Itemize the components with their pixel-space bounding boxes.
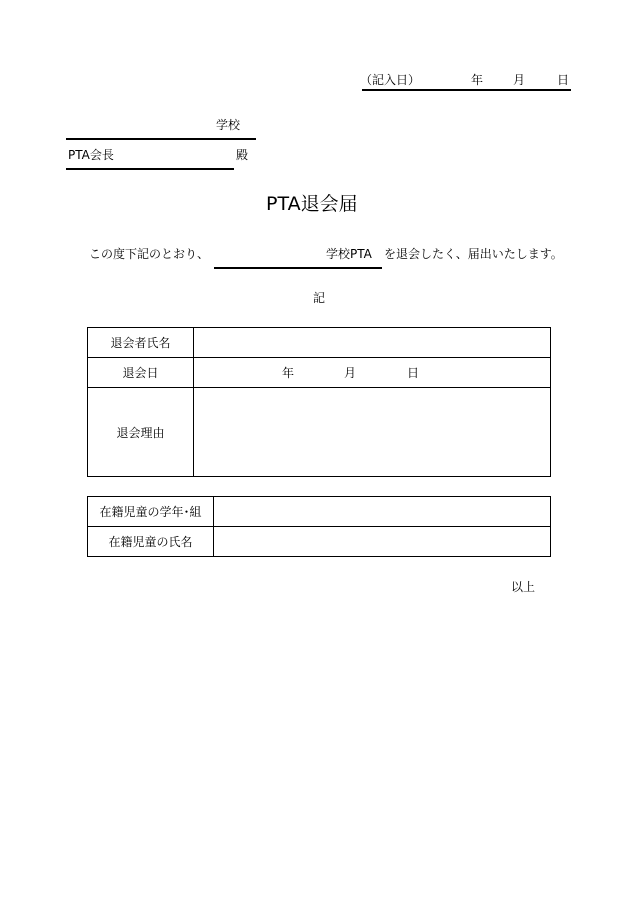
child-name-row xyxy=(88,527,551,557)
entry-date-label: （記入日） xyxy=(360,73,421,87)
statement-school-line xyxy=(214,267,382,269)
school-suffix: 学校 xyxy=(216,118,241,132)
child-name-field[interactable] xyxy=(214,527,551,557)
withdraw-date-day: 日 xyxy=(407,366,420,380)
withdraw-date-month: 月 xyxy=(344,366,357,380)
member-table xyxy=(87,327,551,477)
withdraw-reason-label: 退会理由 xyxy=(88,388,194,477)
entry-date-month: 月 xyxy=(513,73,526,87)
child-grade-label: 在籍児童の学年･組 xyxy=(88,497,214,527)
ki-marker: 記 xyxy=(313,291,326,305)
withdraw-reason-row xyxy=(88,388,551,477)
statement-school-pta: 学校PTA xyxy=(326,247,372,261)
statement-suffix: を退会したく、届出いたします。 xyxy=(384,247,563,261)
withdraw-date-field[interactable] xyxy=(194,358,551,388)
member-name-label: 退会者氏名 xyxy=(88,328,194,358)
statement-prefix: この度下記のとおり、 xyxy=(89,247,210,261)
document-title: PTA退会届 xyxy=(266,193,358,215)
entry-date-year: 年 xyxy=(471,73,484,87)
child-table xyxy=(87,496,551,557)
closing-ijou: 以上 xyxy=(511,580,536,594)
withdraw-date-year: 年 xyxy=(282,366,295,380)
honorific-dono: 殿 xyxy=(236,148,249,162)
entry-date-day: 日 xyxy=(557,73,570,87)
child-grade-row xyxy=(88,497,551,527)
member-name-row xyxy=(88,328,551,358)
entry-date-underline xyxy=(362,89,571,91)
child-name-label: 在籍児童の氏名 xyxy=(88,527,214,557)
withdraw-date-row xyxy=(88,358,551,388)
withdraw-reason-field[interactable] xyxy=(194,388,551,477)
pta-president-label: PTA会長 xyxy=(68,148,114,162)
child-grade-field[interactable] xyxy=(214,497,551,527)
member-name-field[interactable] xyxy=(194,328,551,358)
school-name-line xyxy=(66,138,256,140)
pta-president-line xyxy=(66,168,234,170)
withdraw-date-label: 退会日 xyxy=(88,358,194,388)
